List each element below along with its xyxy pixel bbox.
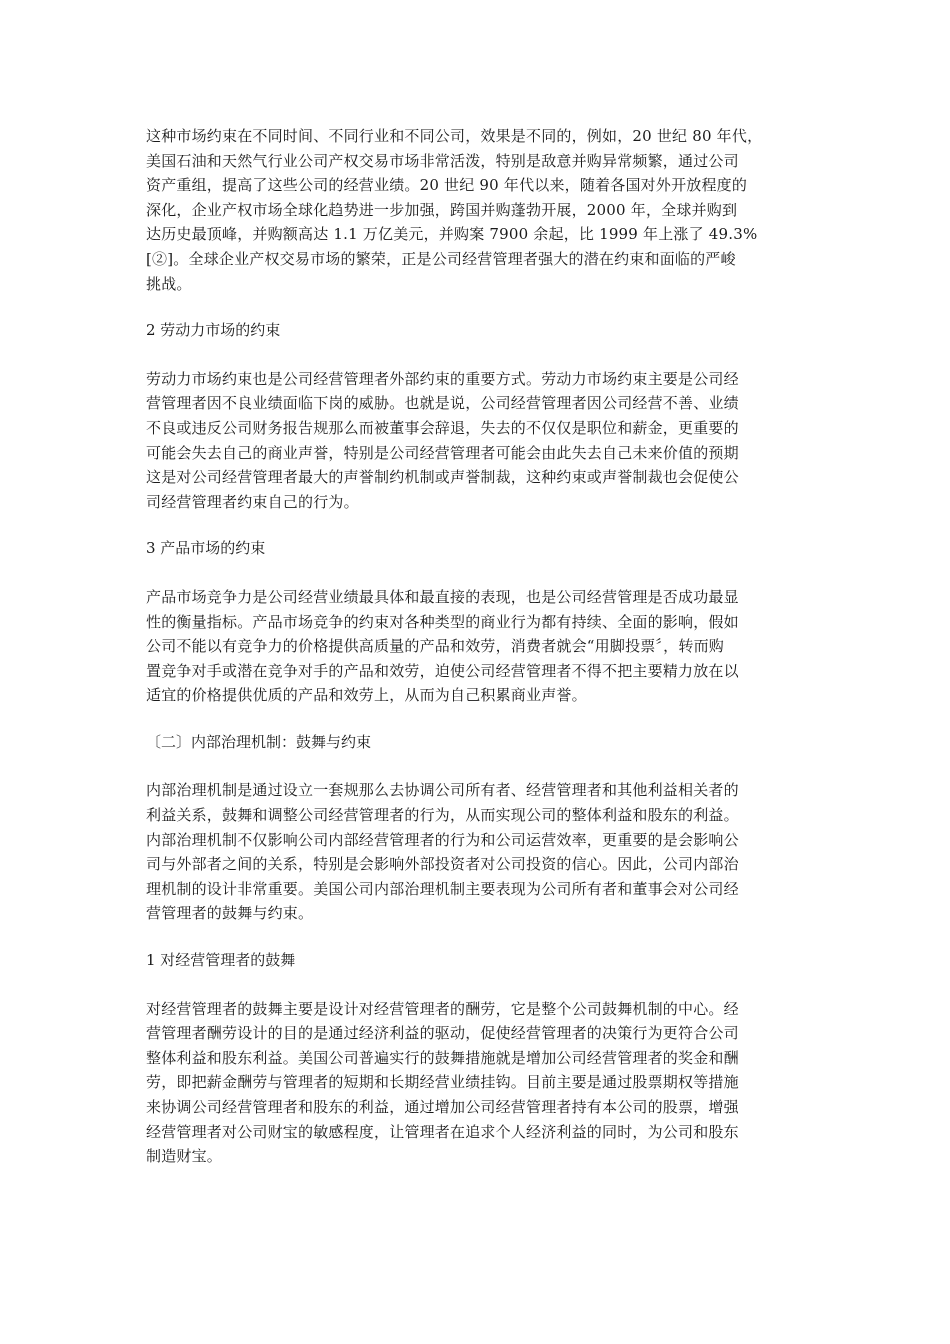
heading-internal-governance: 〔二〕内部治理机制：鼓舞与约束 [146, 732, 372, 751]
text-line: 适宜的价格提供优质的产品和效劳上，从而为自己积累商业声誉。 [146, 686, 587, 705]
text-line: 利益关系，鼓舞和调整公司经营管理者的行为，从而实现公司的整体利益和股东的利益。 [146, 806, 739, 825]
text-line: 劳，即把薪金酬劳与管理者的短期和长期经营业绩挂钩。目前主要是通过股票期权等措施 [146, 1073, 739, 1092]
text-line: 司经营管理者约束自己的行为。 [146, 492, 359, 511]
text-line: 整体利益和股东利益。美国公司普遍实行的鼓舞措施就是增加公司经营管理者的奖金和酬 [146, 1048, 739, 1067]
text-line: 产品市场竞争力是公司经营业绩最具体和最直接的表现，也是公司经营管理是否成功最显 [146, 587, 739, 606]
text-line: 性的衡量指标。产品市场竞争的约束对各种类型的商业行为都有持续、全面的影响，假如 [146, 612, 739, 631]
text-line: 营管理者的鼓舞与约束。 [146, 904, 314, 923]
paragraph-internal-governance [146, 778, 810, 926]
document-page [146, 124, 810, 1169]
paragraph-product-market [146, 585, 810, 708]
text-line: 来协调公司经营管理者和股东的利益，通过增加公司经营管理者持有本公司的股票，增强 [146, 1098, 739, 1116]
text-line: 公司不能以有竞争力的价格提供高质量的产品和效劳，消费者就会“用脚投票〞，转而购 [146, 637, 724, 656]
text-line: [②]。全球企业产权交易市场的繁荣，正是公司经营管理者强大的潜在约束和面临的严峻 [146, 249, 736, 268]
text-line: 这种市场约束在不同时间、不同行业和不同公司，效果是不同的，例如，20 世纪 80 年代， [146, 127, 763, 145]
text-line: 不良或违反公司财务报告规那么而被董事会辞退，失去的不仅仅是职位和薪金，更重要的 [146, 418, 739, 437]
text-line: 内部治理机制不仅影响公司内部经营管理者的行为和公司运营效率，更重要的是会影响公 [146, 830, 739, 849]
text-line: 置竞争对手或潜在竞争对手的产品和效劳，迫使公司经营管理者不得不把主要精力放在以 [146, 661, 739, 680]
text-line: 理机制的设计非常重要。美国公司内部治理机制主要表现为公司所有者和董事会对公司经 [146, 879, 739, 898]
text-line: 营管理者因不良业绩面临下岗的威胁。也就是说，公司经营管理者因公司经营不善、业绩 [146, 394, 739, 413]
paragraph-mergers-market [146, 124, 810, 296]
text-line: 这是对公司经营管理者最大的声誉制约机制或声誉制裁，这种约束或声誉制裁也会促使公 [146, 468, 739, 487]
text-line: 深化，企业产权市场全球化趋势进一步加强，跨国并购蓬勃开展，2000 年，全球并购到 [146, 200, 738, 219]
heading-manager-incentives: 1 对经营管理者的鼓舞 [146, 951, 296, 970]
text-line: 挑战。 [146, 274, 192, 293]
text-line: 内部治理机制是通过设立一套规那么去协调公司所有者、经营管理者和其他利益相关者的 [146, 781, 739, 800]
text-line: 经营管理者对公司财宝的敏感程度，让管理者在追求个人经济利益的同时，为公司和股东 [146, 1122, 739, 1141]
text-line: 营管理者酬劳设计的目的是通过经济利益的驱动，促使经营管理者的决策行为更符合公司 [146, 1024, 739, 1043]
text-line: 美国石油和天然气行业公司产权交易市场非常活泼，特别是敌意并购异常频繁，通过公司 [146, 151, 739, 170]
text-line: 达历史最顶峰，并购额高达 1.1 万亿美元，并购案 7900 余起，比 1999 年上涨了 49.3% [146, 225, 758, 244]
text-line: 可能会失去自己的商业声誉，特别是公司经营管理者可能会由此失去自己未来价值的预期 [146, 443, 739, 462]
text-line: 对经营管理者的鼓舞主要是设计对经营管理者的酬劳，它是整个公司鼓舞机制的中心。经 [146, 999, 739, 1018]
paragraph-labor-market [146, 367, 810, 515]
text-line: 制造财宝。 [146, 1147, 223, 1166]
heading-labor-market: 2 劳动力市场的约束 [146, 321, 281, 340]
text-line: 资产重组，提高了这些公司的经营业绩。20 世纪 90 年代以来，随着各国对外开放程度的 [146, 176, 748, 195]
paragraph-manager-incentives [146, 997, 810, 1169]
heading-product-market: 3 产品市场的约束 [146, 539, 266, 558]
text-line: 劳动力市场约束也是公司经营管理者外部约束的重要方式。劳动力市场约束主要是公司经 [146, 369, 739, 388]
text-line: 司与外部者之间的关系，特别是会影响外部投资者对公司投资的信心。因此，公司内部治 [146, 855, 739, 874]
